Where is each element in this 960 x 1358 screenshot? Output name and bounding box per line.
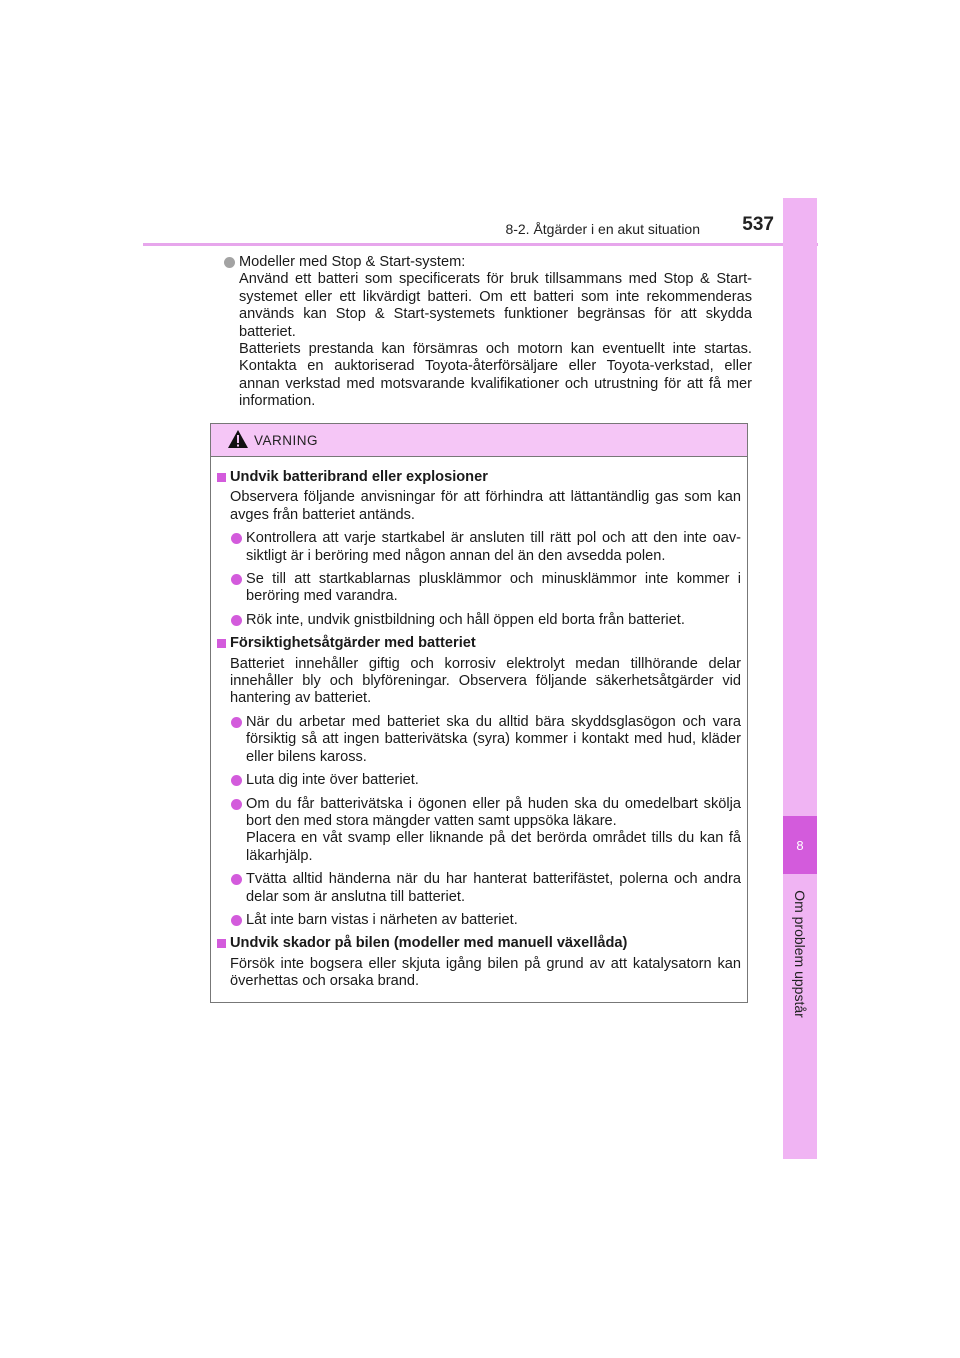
warning-bullet-text: Om du får batterivätska i ögonen eller på huden ska du omedelbart skölja bort den med stora mängder vatten samt uppsöka läkare. Placera en våt svamp eller liknande på det berörda området tills du kan få läkarhjälp. (246, 795, 741, 864)
warning-title: VARNING (254, 433, 319, 448)
square-bullet-icon (217, 939, 226, 948)
bullet-icon (231, 615, 242, 626)
intro-paragraph-1: Använd ett batteri som specificerats för bruk tillsammans med Stop & Start-systemet eller ett likvärdigt batteri. Om ett batteri som inte rekommenderas används kan Stop & Start-systemets funktioner begränsas för att skydda batteriet. (239, 271, 752, 340)
intro-heading: Modeller med Stop & Start-system: (239, 254, 466, 270)
bullet-icon (231, 775, 242, 786)
warning-section-text: Observera följande anvisningar för att förhindra att lättantändlig gas som kan avges från batteriet antänds. (230, 489, 741, 523)
header-rule (143, 243, 818, 246)
square-bullet-icon (217, 473, 226, 482)
warning-bullet (217, 772, 741, 789)
square-bullet-icon (217, 639, 226, 648)
warning-section-title-text: Undvik skador på bilen (modeller med manuell växellåda) (230, 935, 628, 952)
intro-paragraph-2: Batteriets prestanda kan försämras och motorn kan eventuellt inte startas. Kontakta en auktoriserad Toyota-återförsäljare eller Toyota-verkstad, eller annan verkstad med motsvarande kvalifikationer och utrustning för att få mer information. (239, 341, 752, 410)
bullet-icon (231, 533, 242, 544)
warning-section-title (217, 635, 741, 652)
warning-bullet-text: Se till att startkablarnas plusklämmor och minusklämmor inte kommer i beröring med varandra. (246, 571, 741, 605)
warning-box (210, 423, 748, 1003)
warning-section-title (217, 935, 741, 952)
warning-section (217, 469, 741, 629)
bullet-icon (231, 799, 242, 810)
warning-section (217, 935, 741, 990)
warning-bullet-text: När du arbetar med batteriet ska du alltid bära skyddsglasögon och vara försiktig så att ingen batterivätska (syra) kommer i kontakt med hud, kläder eller bilens kaross. (246, 713, 741, 765)
warning-section-text: Försök inte bogsera eller skjuta igång bilen på grund av att katalysatorn kan överhettas och orsaka brand. (230, 955, 741, 990)
bullet-icon (231, 717, 242, 728)
chapter-number: 8 (783, 816, 817, 874)
warning-bullet (217, 612, 741, 629)
bullet-icon (224, 257, 235, 268)
warning-bullet (217, 714, 741, 766)
warning-body (211, 457, 747, 991)
bullet-icon (231, 874, 242, 885)
warning-bullet (217, 530, 741, 565)
section-title: 8-2. Åtgärder i en akut situation (505, 221, 700, 237)
warning-bullet (217, 571, 741, 606)
warning-section-title-text: Försiktighetsåtgärder med batteriet (230, 635, 476, 652)
warning-bullet-text: Kontrollera att varje startkabel är ansluten till rätt pol och att den inte oav-siktligt är i beröring med någon annan del än den avsedda polen. (246, 530, 741, 564)
warning-bullet-text: Låt inte barn vistas i närheten av batteriet. (246, 911, 518, 928)
intro-heading-row (224, 254, 752, 271)
bullet-icon (231, 574, 242, 585)
warning-section-title-text: Undvik batteribrand eller explosioner (230, 469, 488, 485)
bullet-icon (231, 915, 242, 926)
warning-section-title (217, 469, 741, 486)
chapter-label-container (783, 884, 817, 1024)
intro-block (224, 254, 752, 411)
page-number: 537 (742, 214, 774, 235)
warning-bullet (217, 912, 741, 929)
warning-triangle-icon (227, 429, 249, 449)
chapter-label: Om problem uppstår (792, 890, 808, 1018)
warning-bullet-text: Rök inte, undvik gnistbildning och håll öppen eld borta från batteriet. (246, 611, 685, 628)
warning-bullet-text: Luta dig inte över batteriet. (246, 772, 419, 789)
warning-bullet (217, 871, 741, 906)
warning-section (217, 635, 741, 929)
warning-section-text: Batteriet innehåller giftig och korrosiv elektrolyt medan tillhörande delar innehåller bly och blyföreningar. Observera följande säkerhetsåtgärder vid hantering av batteriet. (230, 655, 741, 707)
warning-bullet-text: Tvätta alltid händerna när du har hanterat batterifästet, polerna och andra delar som är anslutna till batteriet. (246, 871, 741, 905)
warning-header (211, 424, 747, 457)
warning-bullet (217, 796, 741, 866)
